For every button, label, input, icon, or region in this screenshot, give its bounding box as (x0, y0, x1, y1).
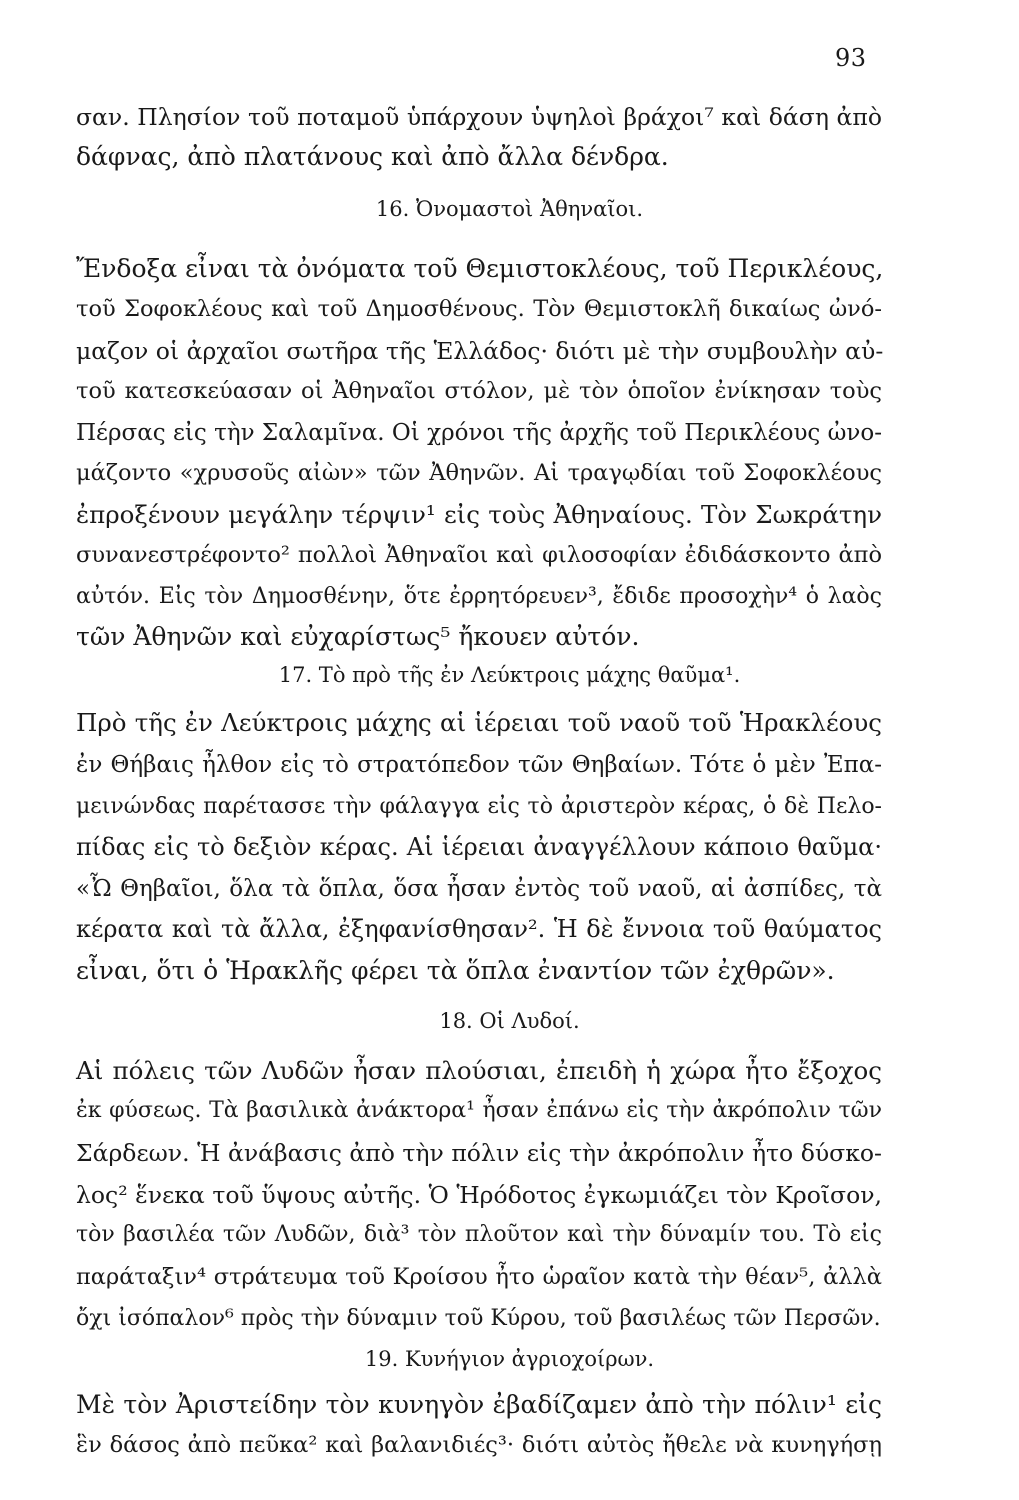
text-line: σαν. Πλησίον τοῦ ποταμοῦ ὑπάρχουν ὑψηλοὶ βράχοι⁷ καὶ δάση ἀπὸ (76, 103, 882, 131)
text-line: Πρὸ τῆς ἐν Λεύκτροις μάχης αἱ ἱέρειαι τοῦ ναοῦ τοῦ Ἡρακλέους (76, 708, 882, 737)
text-line: λος² ἕνεκα τοῦ ὕψους αὐτῆς. Ὁ Ἡρόδοτος ἐγκωμιάζει τὸν Κροῖσον, (76, 1181, 882, 1209)
section-heading: 19. Κυνήγιον ἀγριοχοίρων. (364, 1347, 655, 1371)
text-line: ἓν δάσος ἀπὸ πεῦκα² καὶ βαλανιδιές³· διότι αὐτὸς ἤθελε νὰ κυνηγήσῃ (76, 1432, 882, 1458)
text-line: Σάρδεων. Ἡ ἀνάβασις ἀπὸ τὴν πόλιν εἰς τὴν ἀκρόπολιν ἦτο δύσκο- (76, 1139, 882, 1167)
section-heading: 16. Ὀνομαστοὶ Ἀθηναῖοι. (375, 197, 644, 221)
text-line: Αἱ πόλεις τῶν Λυδῶν ἦσαν πλούσιαι, ἐπειδὴ ἡ χώρα ἦτο ἔξοχος (76, 1056, 882, 1085)
text-line: μαζον οἱ ἀρχαῖοι σωτῆρα τῆς Ἑλλάδος· διότι μὲ τὴν συμβουλὴν αὐ- (76, 337, 884, 365)
text-line: ἐκ φύσεως. Τὰ βασιλικὰ ἀνάκτορα¹ ἦσαν ἐπάνω εἰς τὴν ἀκρόπολιν τῶν (76, 1098, 882, 1123)
page-number: 93 (835, 44, 867, 72)
text-line: Ἔνδοξα εἶναι τὰ ὀνόματα τοῦ Θεμιστοκλέους, τοῦ Περικλέους, (76, 254, 884, 283)
text-line: τῶν Ἀθηνῶν καὶ εὐχαρίστως⁵ ἤκουεν αὐτόν. (76, 622, 640, 651)
text-line: μεινώνδας παρέτασσε τὴν φάλαγγα εἰς τὸ ἀριστερὸν κέρας, ὁ δὲ Πελο- (76, 794, 882, 819)
text-line: πίδας εἰς τὸ δεξιὸν κέρας. Αἱ ἱέρειαι ἀναγγέλλουν κάποιο θαῦμα· (76, 833, 882, 861)
text-line: Μὲ τὸν Ἀριστείδην τὸν κυνηγὸν ἐβαδίζαμεν ἀπὸ τὴν πόλιν¹ εἰς (76, 1390, 882, 1419)
text-line: ἐν Θήβαις ἦλθον εἰς τὸ στρατόπεδον τῶν Θηβαίων. Τότε ὁ μὲν Ἐπα- (76, 752, 882, 778)
text-line: ἐπροξένουν μεγάλην τέρψιν¹ εἰς τοὺς Ἀθηναίους. Τὸν Σωκράτην (76, 500, 882, 529)
text-line: κέρατα καὶ τὰ ἄλλα, ἐξηφανίσθησαν². Ἡ δὲ ἔννοια τοῦ θαύματος (76, 915, 882, 943)
text-line: ὄχι ἰσόπαλον⁶ πρὸς τὴν δύναμιν τοῦ Κύρου, τοῦ βασιλέως τῶν Περσῶν. (76, 1306, 881, 1331)
text-line: εἶναι, ὅτι ὁ Ἡρακλῆς φέρει τὰ ὅπλα ἐναντίον τῶν ἐχθρῶν». (76, 956, 835, 985)
text-line: τὸν βασιλέα τῶν Λυδῶν, διὰ³ τὸν πλοῦτον καὶ τὴν δύναμίν του. Τὸ εἰς (76, 1222, 882, 1247)
text-line: τοῦ Σοφοκλέους καὶ τοῦ Δημοσθένους. Τὸν Θεμιστοκλῆ δικαίως ὠνό- (76, 296, 882, 322)
text-line: παράταξιν⁴ στράτευμα τοῦ Κροίσου ἦτο ὡραῖον κατὰ τὴν θέαν⁵, ἀλλὰ (76, 1264, 882, 1290)
text-line: Πέρσας εἰς τὴν Σαλαμῖνα. Οἱ χρόνοι τῆς ἀρχῆς τοῦ Περικλέους ὠνο- (76, 420, 882, 446)
section-heading: 18. Οἱ Λυδοί. (439, 1009, 580, 1033)
section-heading: 17. Τὸ πρὸ τῆς ἐν Λεύκτροις μάχης θαῦμα¹. (278, 663, 741, 687)
text-line: δάφνας, ἀπὸ πλατάνους καὶ ἀπὸ ἄλλα δένδρα. (76, 142, 669, 171)
text-line: μάζοντο «χρυσοῦς αἰὼν» τῶν Ἀθηνῶν. Αἱ τραγῳδίαι τοῦ Σοφοκλέους (76, 460, 882, 486)
text-line: «Ὦ Θηβαῖοι, ὅλα τὰ ὅπλα, ὅσα ἦσαν ἐντὸς τοῦ ναοῦ, αἱ ἀσπίδες, τὰ (76, 876, 882, 902)
text-line: αὐτόν. Εἰς τὸν Δημοσθένην, ὅτε ἐρρητόρευεν³, ἔδιδε προσοχὴν⁴ ὁ λαὸς (76, 584, 882, 609)
text-line: συνανεστρέφοντο² πολλοὶ Ἀθηναῖοι καὶ φιλοσοφίαν ἐδιδάσκοντο ἀπὸ (76, 542, 882, 568)
text-line: τοῦ κατεσκεύασαν οἱ Ἀθηναῖοι στόλον, μὲ τὸν ὁποῖον ἐνίκησαν τοὺς (76, 378, 882, 404)
